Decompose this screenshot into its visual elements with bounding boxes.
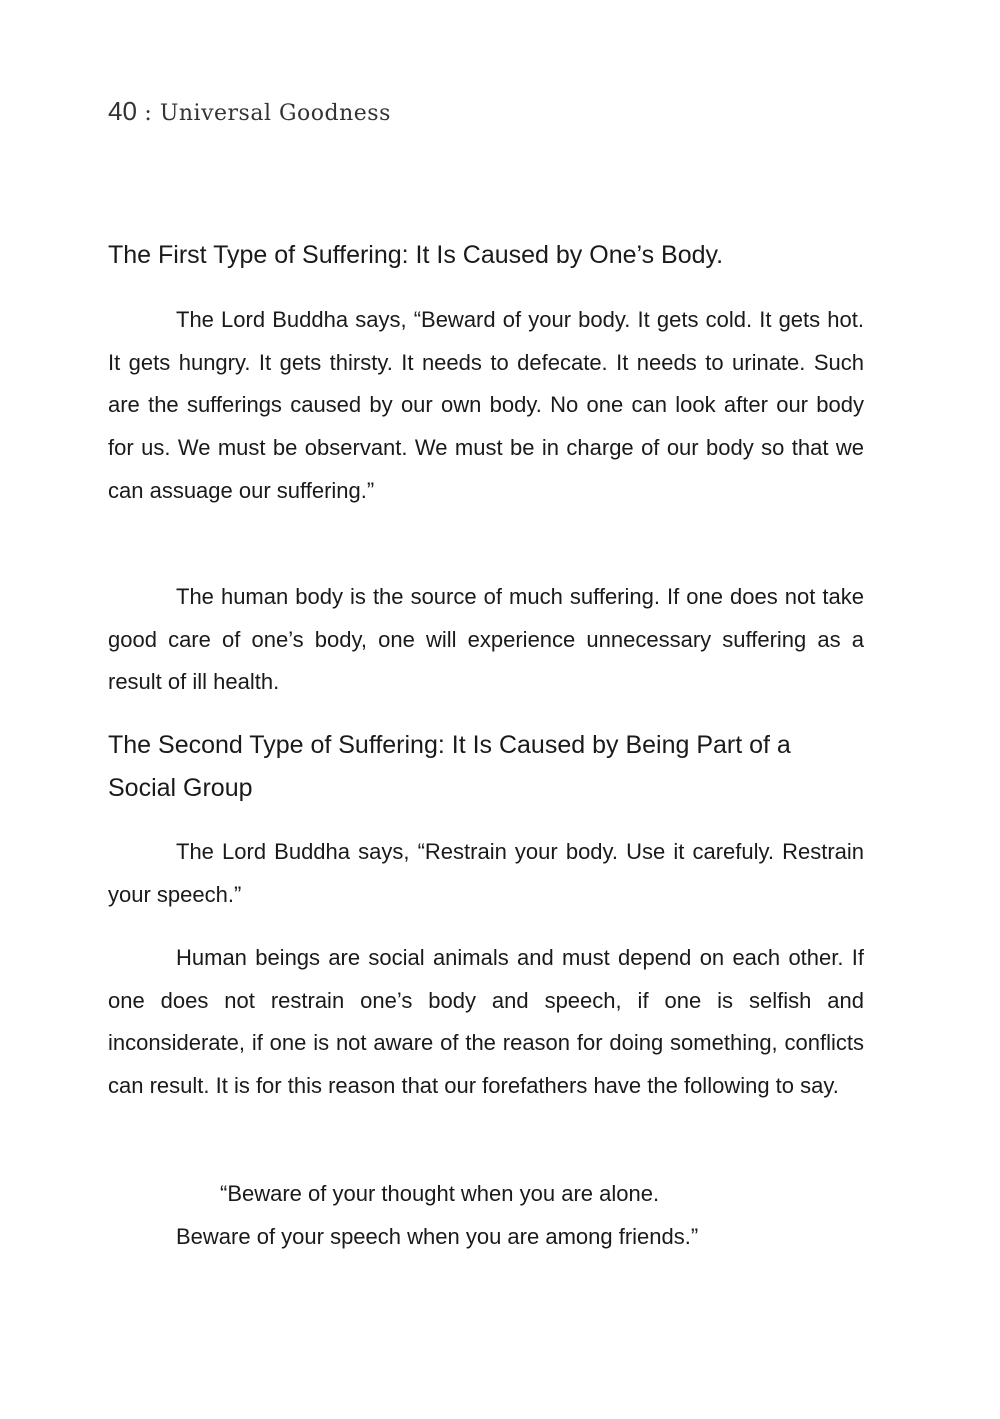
paragraph-restrain-quote [108,831,864,916]
paragraph-text: The Lord Buddha says, “Restrain your body. Use it carefuly. Restrain your speech.” [108,839,864,907]
book-title: Universal Goodness [159,101,391,126]
paragraph-body-source [108,576,864,704]
paragraph-social-animals [108,937,864,1108]
paragraph-body-suffering-quote [108,299,864,513]
page-number: 40 [108,96,137,126]
proverb-line-1: “Beware of your thought when you are alone. [220,1181,660,1206]
paragraph-text: Human beings are social animals and must depend on each other. If one does not restrain one’s body and speech, if one is selfish and inconsiderate, if one is not aware of the reason for doing something, conflicts can result. It is for this reason that our forefathers have the following to say. [108,945,864,1099]
section-heading-first-suffering: The First Type of Suffering: It Is Caused by One’s Body. [108,241,724,269]
paragraph-text: The Lord Buddha says, “Beward of your body. It gets cold. It gets hot. It gets hungry. It gets thirsty. It needs to defecate. It needs to urinate. Such are the sufferings caused by our own body. No one can look after our body for us. We must be observant. We must be in charge of our body so that we can assuage our suffering.” [108,307,864,503]
section-heading-second-suffering: The Second Type of Suffering: It Is Caused by Being Part of a Social Group [108,731,791,802]
running-header [108,96,391,127]
paragraph-text: The human body is the source of much suffering. If one does not take good care of one’s body, one will experience unnecessary suffering as a result of ill health. [108,584,864,695]
proverb-line-2: Beware of your speech when you are among friends.” [176,1224,699,1249]
header-separator: : [136,101,160,126]
